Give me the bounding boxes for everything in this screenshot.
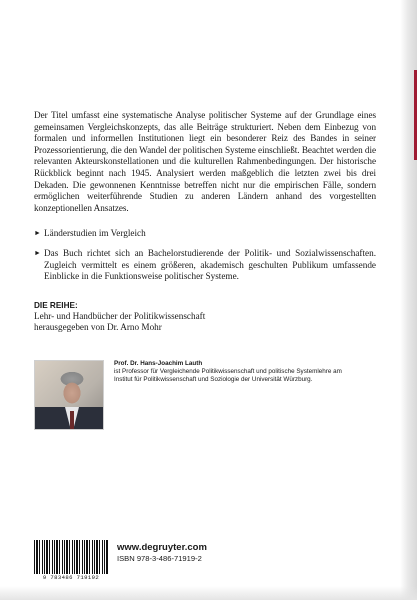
list-item-text: Länderstudien im Vergleich bbox=[44, 228, 146, 239]
publisher-info bbox=[117, 542, 207, 564]
series-name: Lehr- und Handbücher der Politikwissenschaft bbox=[34, 310, 206, 321]
publisher-url: www.degruyter.com bbox=[117, 542, 207, 553]
book-description: Der Titel umfasst eine systematische Analyse politischer Systeme auf der Grundlage eines gemeinsamen Vergleichskonzepts, das alle Beiträge strukturiert. Neben dem Einbezug von formalen und informellen Institutionen liegt ein besonderer Reiz des Bandes in seiner Prozessorientierung, die den Wandel der politischen Systeme einschließt. Beachtet werden die relevanten Akteurskonstellationen und die kulturellen Rahmenbedingungen. Der historische Rückblick beginnt nach 1945. Analysiert werden maßgeblich die letzten zwei bis drei Dekaden. Die gewonnenen Kenntnisse betreffen nicht nur die empirischen Fälle, sondern ermöglichen weiterführende Studien zu anderen Ländern anhand des vorgestellten konzeptionellen Ansatzes. bbox=[34, 110, 376, 213]
list-item-text: Das Buch richtet sich an Bachelorstudierende der Politik- und Sozialwissenschaften. Zugleich vermittelt es einem größeren, akademisch geschulten Publikum umfassende Einblicke in die Funktionsweise politischer Systeme. bbox=[44, 247, 376, 282]
author-name: Prof. Dr. Hans-Joachim Lauth bbox=[114, 360, 203, 367]
list-item bbox=[34, 248, 376, 283]
page-edge-shadow bbox=[0, 586, 417, 600]
series-editor: herausgegeben von Dr. Arno Mohr bbox=[34, 322, 162, 333]
series-info bbox=[34, 301, 376, 334]
author-bio bbox=[114, 360, 354, 385]
barcode-number: 9 783486 719192 bbox=[42, 574, 100, 581]
bullet-arrow-icon: ► bbox=[34, 229, 41, 238]
series-heading: DIE REIHE: bbox=[34, 300, 78, 310]
isbn: ISBN 978-3-486-71919-2 bbox=[117, 554, 202, 563]
photo-tie bbox=[70, 411, 74, 429]
back-cover-content bbox=[34, 110, 376, 334]
barcode-icon bbox=[34, 540, 108, 574]
author-photo bbox=[34, 360, 104, 430]
bullet-arrow-icon: ► bbox=[34, 248, 41, 257]
feature-list bbox=[34, 228, 376, 282]
author-description: ist Professor für Vergleichende Politikwissenschaft und politische Systemlehre am Institut für Politikwissenschaft und Soziologie der Universität Würzburg. bbox=[114, 368, 342, 384]
list-item bbox=[34, 228, 376, 240]
author-section bbox=[34, 360, 384, 432]
back-cover-footer bbox=[34, 540, 394, 580]
